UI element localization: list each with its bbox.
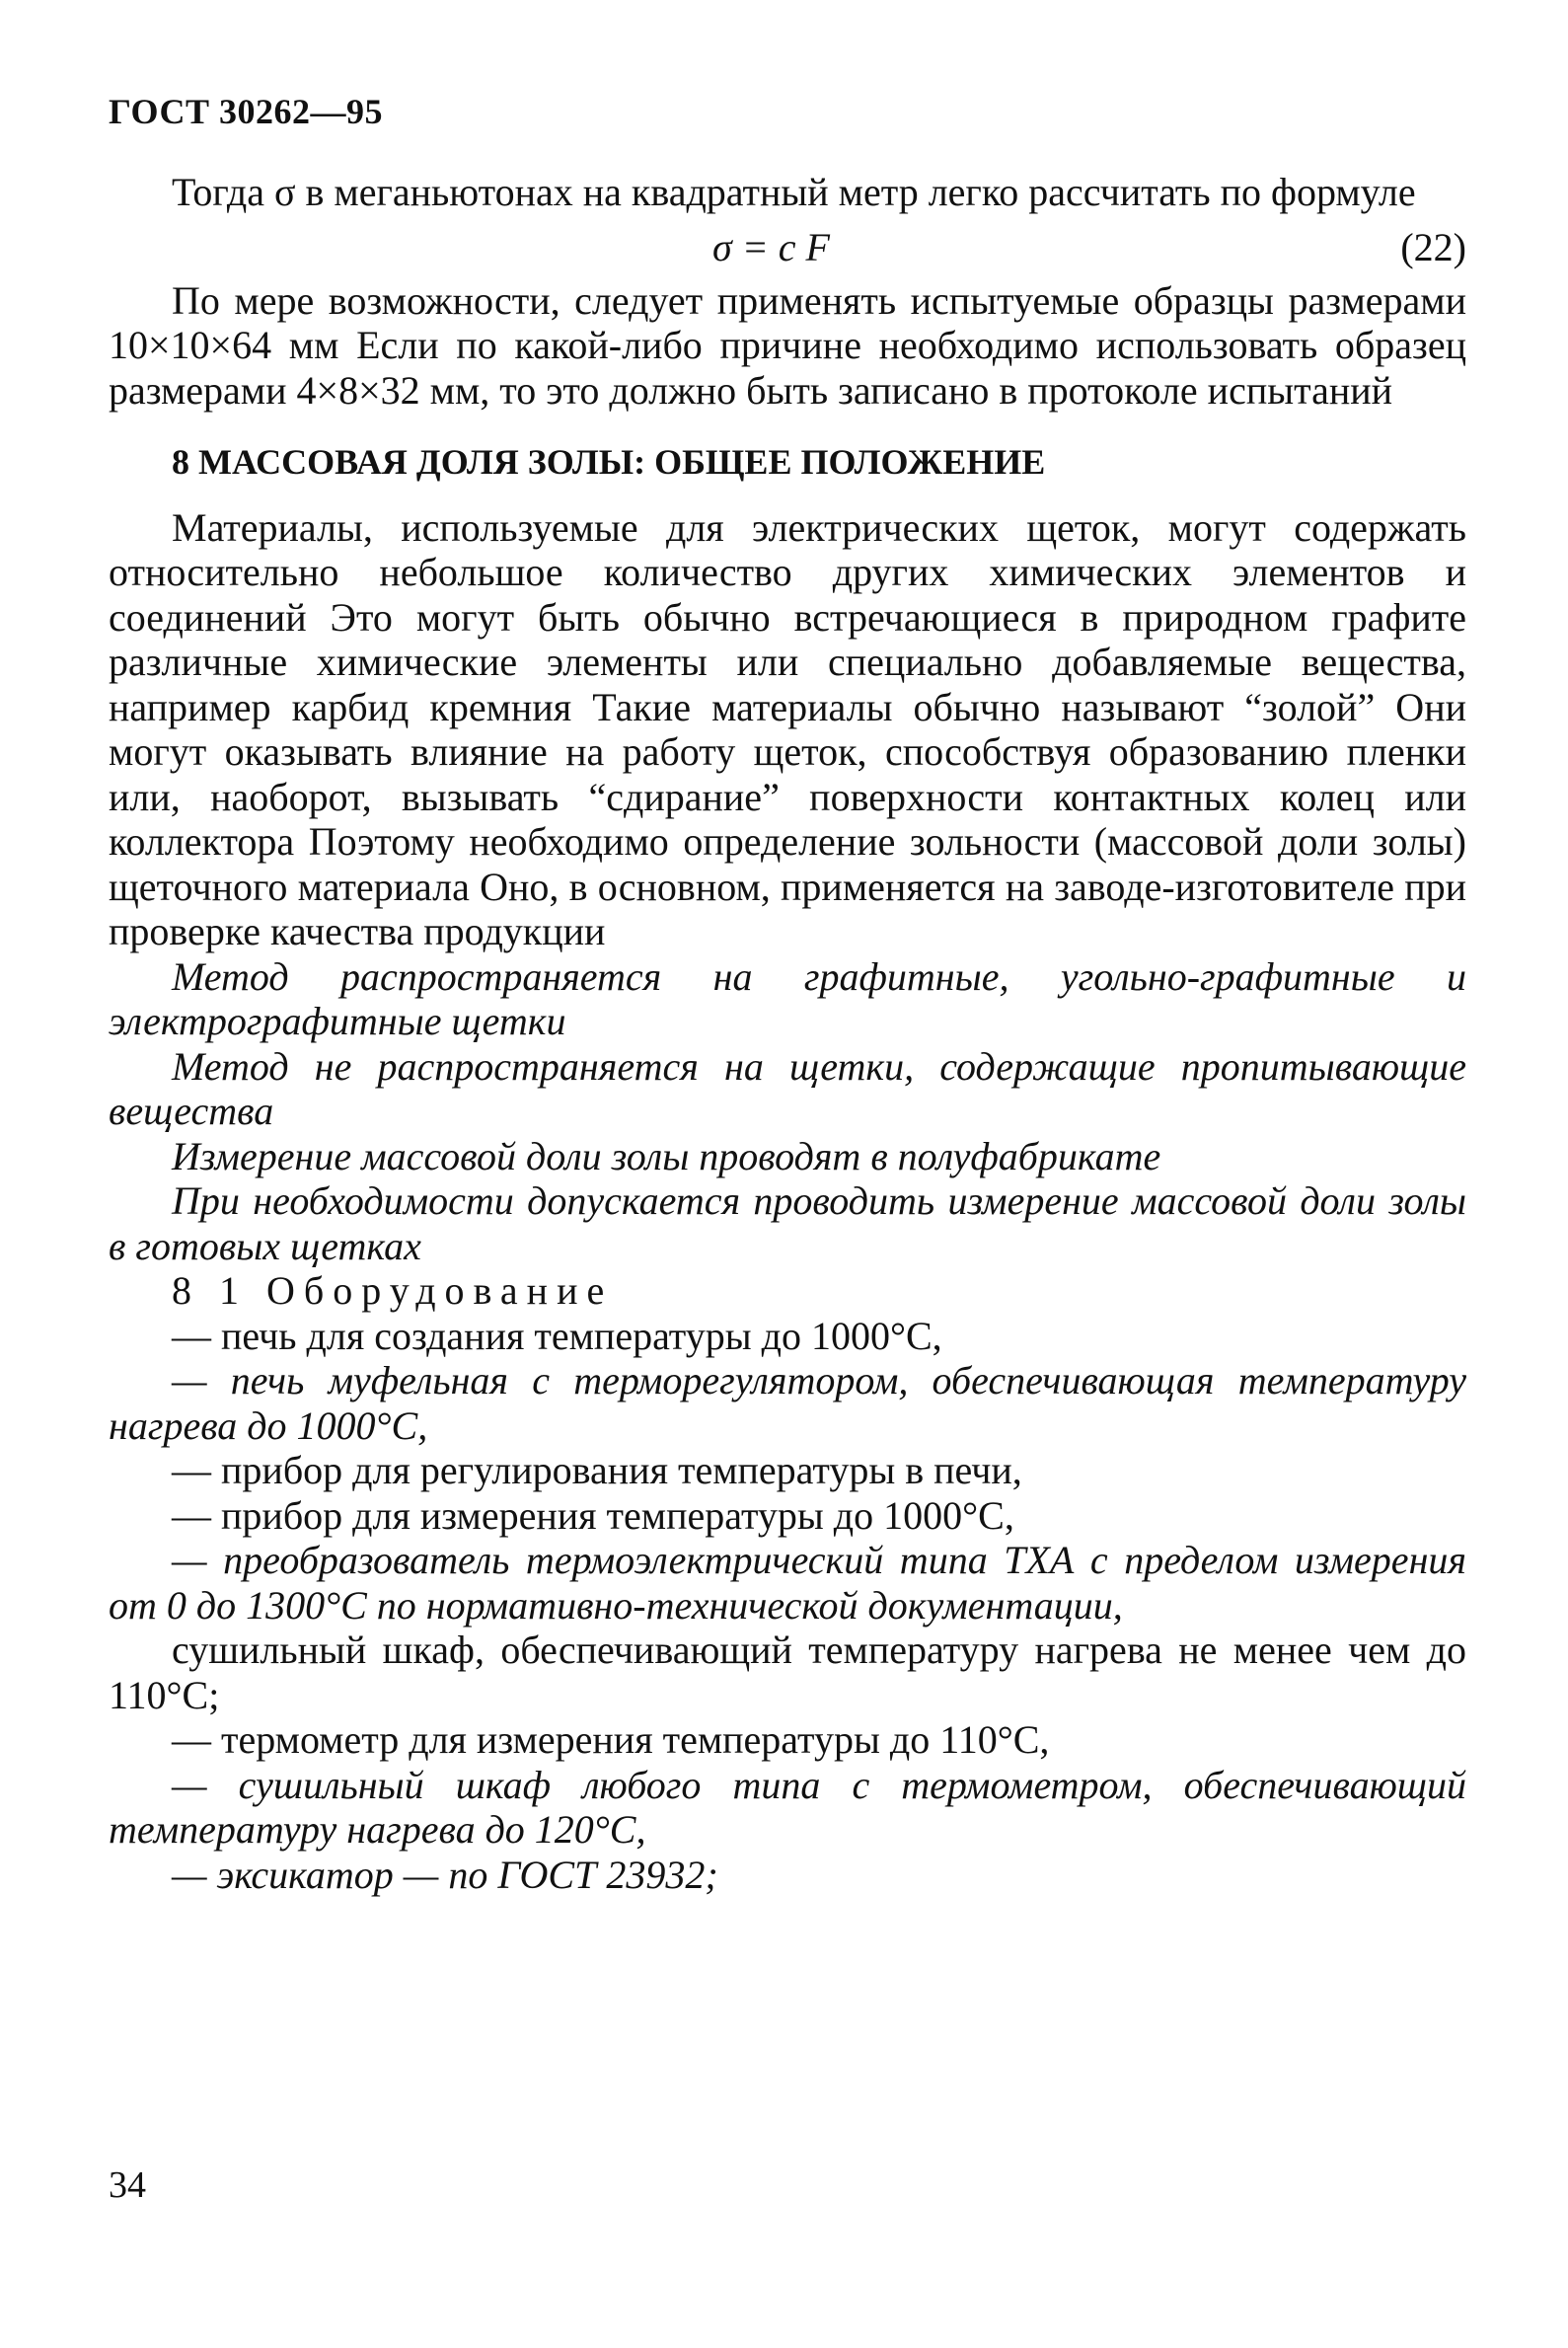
list-item-temperature-regulator: — прибор для регулирования температуры в печи, [172,1448,1022,1492]
list-item-muffle-furnace: — печь муфельная с терморегулятором, обеспечивающая температуру нагрева до 1000°С, [109,1358,1466,1448]
list-item-temperature-meter: — прибор для измерения температуры до 1000°С, [172,1492,1014,1538]
list-item-thermocouple: — преобразователь термоэлектрический типа ТХА с пределом измерения от 0 до 1300°С по нормативно-технической документации, [109,1538,1466,1628]
list-item-thermometer: — термометр для измерения температуры до 110°С, [172,1717,1050,1762]
list-item-drying-cabinet: сушильный шкаф, обеспечивающий температуру нагрева не менее чем до 110°С; [109,1628,1466,1717]
page-body [109,170,1466,1897]
paragraph-method-exclusion: Метод не распространяется на щетки, содержащие пропитывающие вещества [109,1043,1466,1133]
paragraph-measurement-finished: При необходимости допускается проводить измерение массовой доли золы в готовых щетках [109,1178,1466,1268]
document-code-header: ГОСТ 30262—95 [109,92,383,131]
subsection-equipment-heading: 8 1 Оборудование [172,1268,614,1313]
paragraph-sample-size: По мере возможности, следует применять испытуемые образцы размерами 10×10×64 мм Если по какой-либо причине необходимо использовать образец размерами 4×8×32 мм, то это должно быть записано в протоколе испытаний [109,277,1466,413]
formula-number: (22) [1400,224,1466,269]
page-number: 34 [109,2164,146,2206]
list-item-drying-cabinet-any-type: — сушильный шкаф любого типа с термометром, обеспечивающий температуру нагрева до 120°С, [109,1762,1466,1852]
paragraph-ash-materials: Материалы, используемые для электрических щеток, могут содержать относительно небольшое количество других химических элементов и соединений Это могут быть обычно встречающиеся в природном графите различные химические элементы или специально добавляемые вещества, например карбид кремния Такие материалы обычно называют “золой” Они могут оказывать влияние на работу щеток, способствуя образованию пленки или, наоборот, вызывать “сдирание” поверхности контактных колец или коллектора Поэтому необходимо определение зольности (массовой доли золы) щеточного материала Оно, в основном, применяется на заводе-изготовителе при проверке качества продукции [109,504,1466,953]
list-item-furnace: — печь для создания температуры до 1000°С, [172,1313,942,1358]
paragraph-measurement-semifinished: Измерение массовой доли золы проводят в полуфабрикате [172,1133,1161,1178]
paragraph-formula-intro: Тогда σ в меганьютонах на квадратный метр легко рассчитать по формуле [172,170,1416,214]
paragraph-method-scope: Метод распространяется на графитные, угольно-графитные и электрографитные щетки [109,953,1466,1043]
formula-row [109,225,1466,278]
formula: σ = c F [712,224,830,269]
section-heading: 8 МАССОВАЯ ДОЛЯ ЗОЛЫ: ОБЩЕЕ ПОЛОЖЕНИЕ [172,442,1046,482]
list-item-desiccator: — эксикатор — по ГОСТ 23932; [172,1852,718,1897]
